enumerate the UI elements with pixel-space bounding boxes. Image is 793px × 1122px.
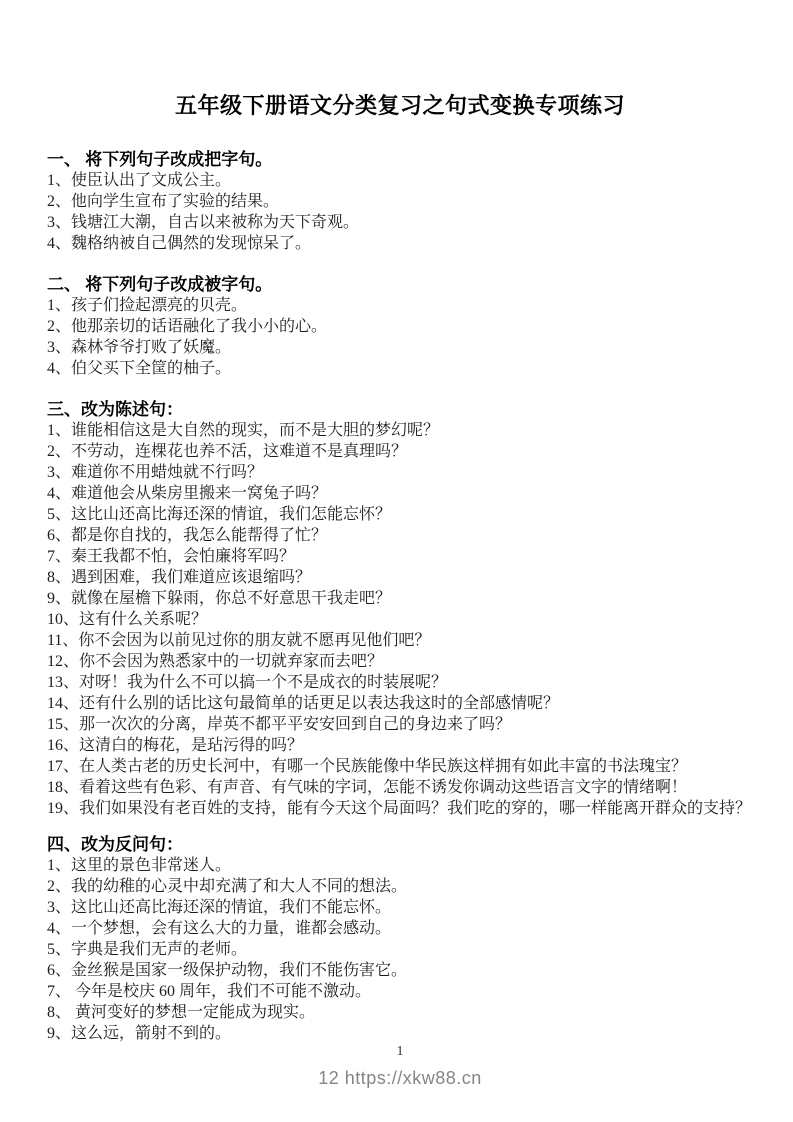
exercise-item: 2、不劳动，连棵花也养不活，这难道不是真理吗？ bbox=[47, 443, 408, 460]
section-bei-ziju bbox=[47, 274, 753, 379]
exercise-item: 9、这么远，箭射不到的。 bbox=[47, 1025, 232, 1042]
exercise-item: 14、还有什么别的话比这句最简单的话更足以表达我这时的全部感情呢？ bbox=[47, 695, 560, 712]
exercise-item: 7、 今年是校庆 60 周年，我们不可能不激动。 bbox=[47, 983, 372, 1000]
exercise-item: 2、我的幼稚的心灵中却充满了和大人不同的想法。 bbox=[47, 878, 408, 895]
exercise-item: 3、钱塘江大潮，自古以来被称为天下奇观。 bbox=[47, 214, 360, 231]
document-title: 五年级下册语文分类复习之句式变换专项练习 bbox=[174, 93, 625, 118]
exercise-item: 3、森林爷爷打败了妖魔。 bbox=[47, 339, 232, 356]
exercise-item: 2、他向学生宣布了实验的结果。 bbox=[47, 193, 280, 210]
exercise-item: 17、在人类古老的历史长河中，有哪一个民族能像中华民族这样拥有如此丰富的书法瑰宝？ bbox=[47, 758, 688, 775]
exercise-item: 8、 黄河变好的梦想一定能成为现实。 bbox=[47, 1004, 316, 1021]
exercise-item: 4、难道他会从柴房里搬来一窝兔子吗？ bbox=[47, 485, 328, 502]
exercise-item: 4、魏格纳被自己偶然的发现惊呆了。 bbox=[47, 235, 312, 252]
section-chenshuju bbox=[47, 399, 753, 819]
footer-watermark-url: 12 https://xkw88.cn bbox=[318, 1068, 482, 1088]
exercise-item: 13、对呀！我为什么不可以搞一个不是成衣的时装展呢？ bbox=[47, 674, 448, 691]
exercise-item: 3、难道你不用蜡烛就不行吗？ bbox=[47, 464, 264, 481]
section-heading: 三、改为陈述句： bbox=[47, 400, 183, 419]
section-fanwenju bbox=[47, 834, 753, 1044]
exercise-item: 10、这有什么关系呢？ bbox=[47, 611, 208, 628]
exercise-item: 1、这里的景色非常迷人。 bbox=[47, 857, 232, 874]
section-ba-ziju bbox=[47, 149, 753, 254]
exercise-item: 11、你不会因为以前见过你的朋友就不愿再见他们吧？ bbox=[47, 632, 431, 649]
exercise-item: 5、字典是我们无声的老师。 bbox=[47, 941, 248, 958]
exercise-item: 6、金丝猴是国家一级保护动物，我们不能伤害它。 bbox=[47, 962, 408, 979]
exercise-item: 4、伯父买下全筐的柚子。 bbox=[47, 360, 232, 377]
exercise-item: 6、都是你自找的，我怎么能帮得了忙？ bbox=[47, 527, 328, 544]
exercise-item: 1、谁能相信这是大自然的现实，而不是大胆的梦幻呢？ bbox=[47, 422, 440, 439]
section-heading: 一、 将下列句子改成把字句。 bbox=[47, 150, 273, 169]
exercise-item: 3、这比山还高比海还深的情谊，我们不能忘怀。 bbox=[47, 899, 392, 916]
exercise-item: 5、这比山还高比海还深的情谊，我们怎能忘怀？ bbox=[47, 506, 392, 523]
exercise-item: 16、这清白的梅花，是玷污得的吗？ bbox=[47, 737, 304, 754]
exercise-item: 7、秦王我都不怕，会怕廉将军吗？ bbox=[47, 548, 296, 565]
exercise-item: 15、那一次次的分离，岸英不都平平安安回到自己的身边来了吗？ bbox=[47, 716, 512, 733]
page-number: 1 bbox=[396, 1044, 404, 1059]
exercise-item: 9、就像在屋檐下躲雨，你总不好意思干我走吧？ bbox=[47, 590, 392, 607]
exercise-item: 2、他那亲切的话语融化了我小小的心。 bbox=[47, 318, 328, 335]
exercise-item: 18、看着这些有色彩、有声音、有气味的字词，怎能不诱发你调动这些语言文字的情绪啊！ bbox=[47, 779, 688, 796]
exercise-item: 8、遇到困难，我们难道应该退缩吗？ bbox=[47, 569, 312, 586]
section-heading: 四、改为反问句： bbox=[47, 835, 183, 854]
exercise-item: 12、你不会因为熟悉家中的一切就弃家而去吧？ bbox=[47, 653, 384, 670]
section-heading: 二、 将下列句子改成被字句。 bbox=[47, 275, 273, 294]
exercise-item: 4、一个梦想，会有这么大的力量，谁都会感动。 bbox=[47, 920, 392, 937]
exercise-item: 1、使臣认出了文成公主。 bbox=[47, 172, 232, 189]
exercise-item: 1、孩子们捡起漂亮的贝壳。 bbox=[47, 297, 248, 314]
exercise-item: 19、我们如果没有老百姓的支持，能有今天这个局面吗？我们吃的穿的，哪一样能离开群众的支持？ bbox=[47, 800, 752, 817]
